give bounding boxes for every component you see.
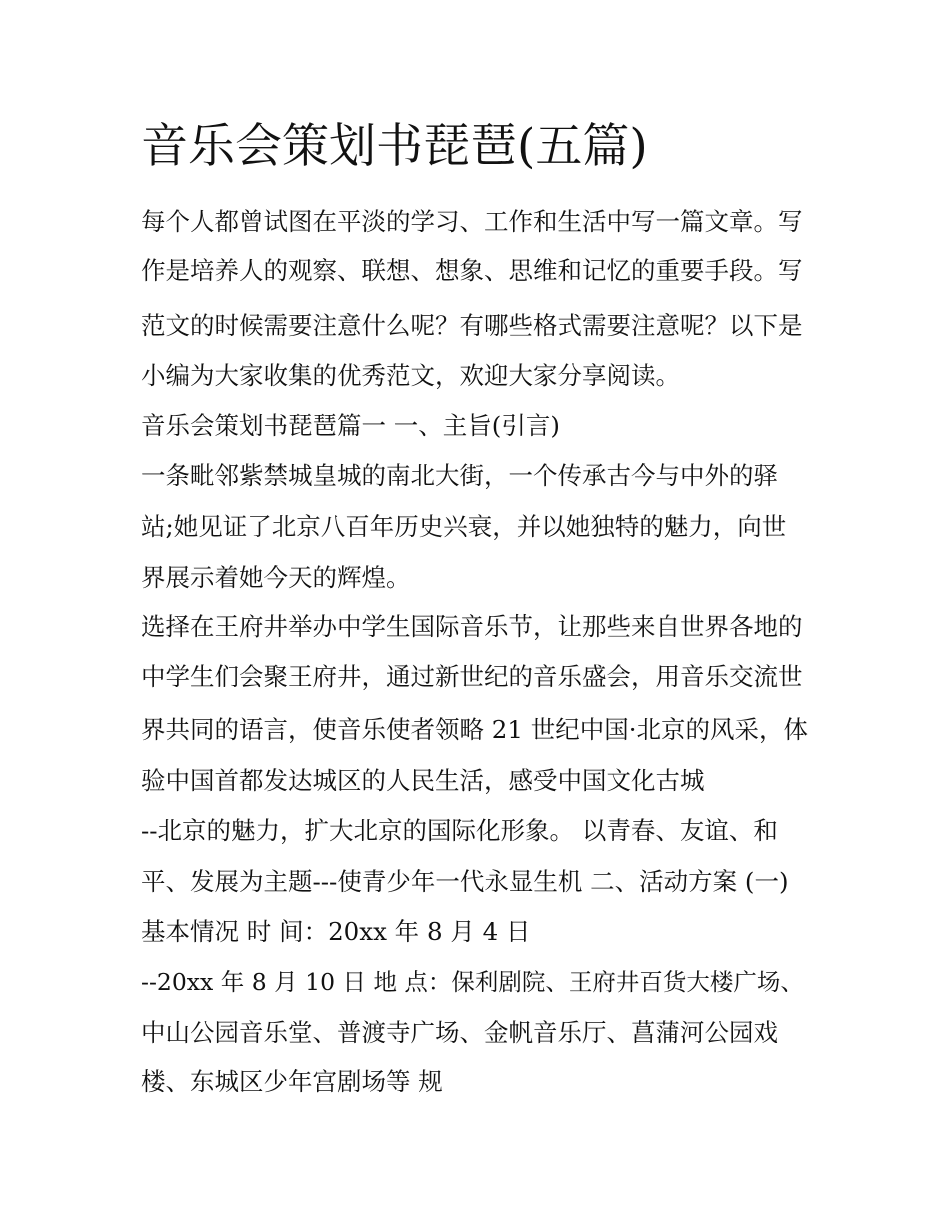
text-line: 每个人都曾试图在平淡的学习、工作和生活中写一篇文章。写 xyxy=(141,207,803,236)
text-line: 中山公园音乐堂、普渡寺广场、金帆音乐厅、菖蒲河公园戏 xyxy=(141,1018,778,1047)
text-line: 站;她见证了北京八百年历史兴衰，并以她独特的魅力，向世 xyxy=(141,512,787,541)
text-line: 作是培养人的观察、联想、想象、思维和记忆的重要手段。写 xyxy=(141,256,803,285)
text-line: 一条毗邻紫禁城皇城的南北大街，一个传承古今与中外的驿 xyxy=(141,461,778,490)
text-line: --20xx 年 8 月 10 日 地 点：保利剧院、王府井百货大楼广场、 xyxy=(141,968,804,996)
text-line: 基本情况 时 间：20xx 年 8 月 4 日 xyxy=(141,917,531,946)
text-line: 范文的时候需要注意什么呢？有哪些格式需要注意呢？以下是 xyxy=(141,311,803,340)
text-line: 验中国首都发达城区的人民生活，感受中国文化古城 xyxy=(141,766,705,795)
text-line: 界展示着她今天的辉煌。 xyxy=(141,563,411,592)
text-line: 小编为大家收集的优秀范文，欢迎大家分享阅读。 xyxy=(141,361,680,390)
text-line: 界共同的语言，使音乐使者领略 21 世纪中国·北京的风采，体 xyxy=(141,715,809,744)
text-line: 楼、东城区少年宫剧场等 规 xyxy=(141,1067,443,1096)
text-line: 中学生们会聚王府井，通过新世纪的音乐盛会，用音乐交流世 xyxy=(141,662,803,691)
section-heading: 音乐会策划书琵琶篇一 一、主旨(引言) xyxy=(141,411,560,440)
text-line: 平、发展为主题---使青少年一代永显生机 二、活动方案 (一) xyxy=(141,867,789,896)
text-line: 选择在王府井举办中学生国际音乐节，让那些来自世界各地的 xyxy=(141,612,803,641)
text-line: --北京的魅力，扩大北京的国际化形象。 以青春、友谊、和 xyxy=(141,816,778,845)
document-title: 音乐会策划书琵琶(五篇) xyxy=(141,119,648,174)
